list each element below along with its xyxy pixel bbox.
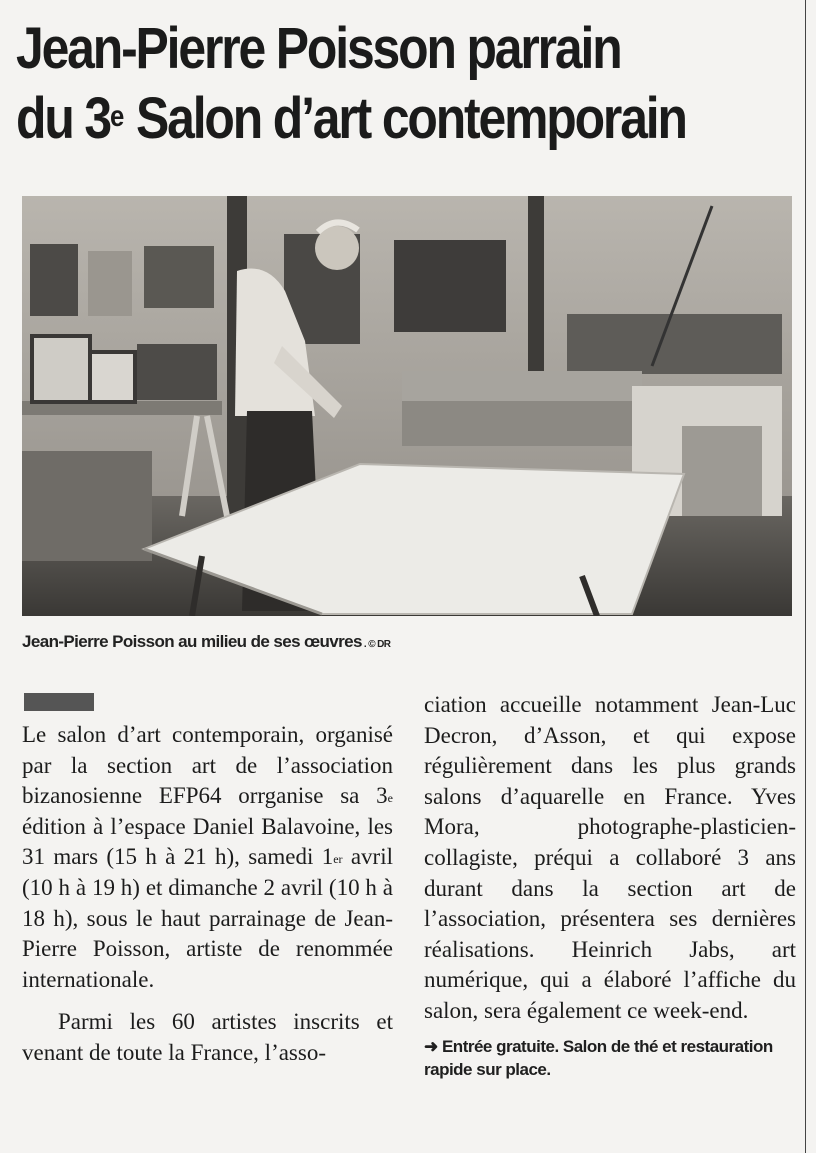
p1-part-a: Le salon d’art contemporain, organisé par la section art de l’association bizanosienne EFP64 orrganise sa 3	[22, 722, 393, 809]
headline-ordinal: e	[109, 100, 125, 133]
article-column-right	[424, 690, 796, 1081]
p1-part-b: édition à l’espace Daniel Balavoine, les 31 mars (15 h à 21 h), samedi 1	[22, 813, 393, 870]
p1-part-c: avril (10 h à 19 h) et dimanche 2 avril (10 h à 18 h), sous le haut parrainage de Jean-Pierre Poisson, artiste de renommée internationale.	[22, 844, 393, 992]
headline-line-2-start: du 3	[16, 86, 110, 151]
p1-ordinal-2: er	[333, 852, 343, 867]
practical-info-note: ➜ Entrée gratuite. Salon de thé et restauration rapide sur place.	[424, 1036, 773, 1079]
headline-line-2-end: Salon d’art contemporain	[124, 86, 686, 151]
p1-ordinal-1: e	[387, 791, 393, 806]
article-photo	[22, 196, 792, 616]
column-rule	[805, 0, 806, 1153]
paragraph-2-continued: ciation accueille notamment Jean-Luc Decron, d’Asson, et qui expose régulièrement dans les plus grands salons d’aquarelle en France. Yves Mora, photographe-plasticien-collagiste, préqui a collaboré 3 ans durant dans la section art de l’association, présentera ses dernières réalisations. Heinrich Jabs, art numérique, qui a élaboré l’affiche du salon, sera également ce week-end.	[424, 692, 796, 1023]
photo-caption	[22, 632, 390, 652]
headline	[16, 14, 687, 154]
lede-marker	[24, 693, 94, 711]
photo-credit: . © DR	[363, 639, 391, 650]
headline-line-2	[16, 84, 687, 154]
headline-line-1: Jean-Pierre Poisson parrain	[16, 16, 621, 81]
paragraph-1	[22, 720, 393, 995]
article-column-left	[22, 720, 393, 1069]
caption-text: Jean-Pierre Poisson au milieu de ses œuvres	[22, 632, 362, 651]
paragraph-2-start: Parmi les 60 artistes inscrits et venant de toute la France, l’asso-	[22, 1009, 393, 1065]
